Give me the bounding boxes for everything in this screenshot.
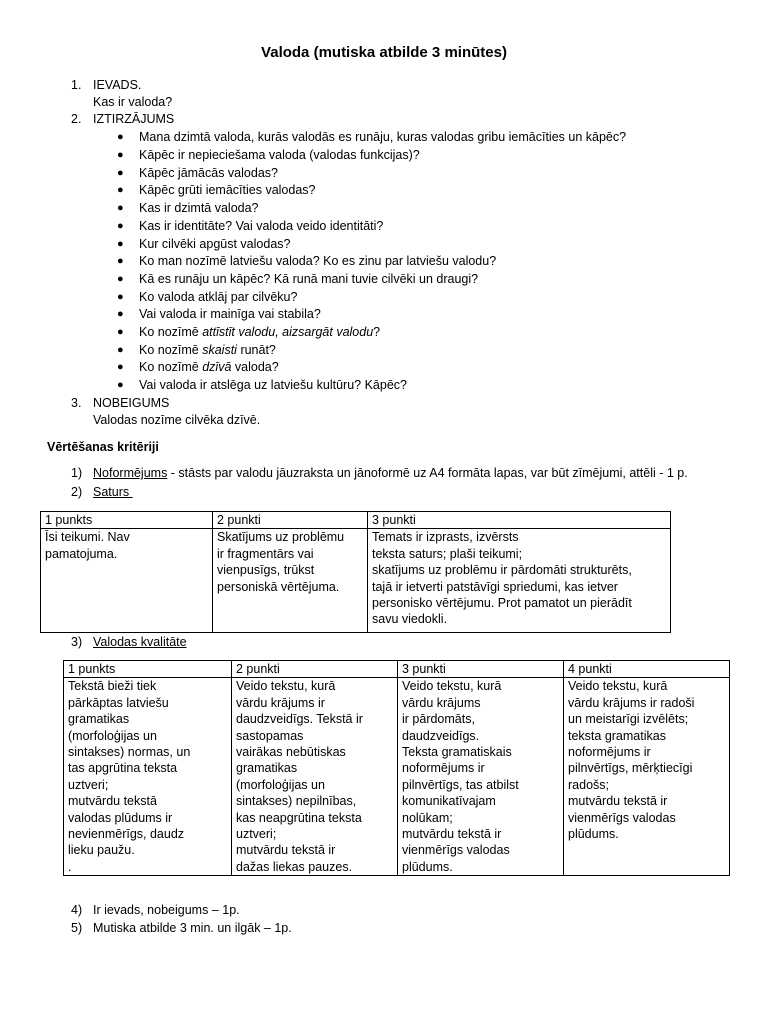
quality-table xyxy=(63,660,730,876)
table-cell: Tekstā bieži tiek pārkāptas latviešu gramatikas (morfoloģijas un sintakses) normas, un tas apgrūtina teksta uztveri; mutvārdu tekstā valodas plūdums ir nevienmērīgs, daudz lieku paužu. . xyxy=(64,678,232,876)
table-cell: Veido tekstu, kurā vārdu krājums ir radoši un meistarīgi izvēlēts; teksta gramatikas noformējums ir pilnvērtīgs, mērķtiecīgi radošs; mutvārdu tekstā ir vienmērīgs valodas plūdums. xyxy=(564,678,730,876)
table-header-cell: 3 punkti xyxy=(398,661,564,678)
criteria-number: 3) xyxy=(71,635,83,649)
bullet-item: Ko man nozīmē latviešu valoda? Ko es zinu par latviešu valodu? xyxy=(139,254,497,268)
bullet-item: Kāpēc jāmācās valodas? xyxy=(139,166,278,180)
table-cell: Veido tekstu, kurā vārdu krājums ir daudzveidīgs. Tekstā ir sastopamas vairākas nebūtiskas gramatikas (morfoloģijas un sintakses) nepilnības, kas neapgrūtina teksta uztveri; mutvārdu tekstā ir dažas liekas pauzes. xyxy=(232,678,398,876)
table-header-row xyxy=(64,661,730,678)
bullet-dot: ● xyxy=(117,238,124,250)
criteria-number: 1) xyxy=(71,466,83,480)
bullet-item: Ko nozīmē attīstīt valodu, aizsargāt valodu? xyxy=(139,325,381,339)
criteria-number: 2) xyxy=(71,485,83,499)
criteria-item-intro-conclusion: Ir ievads, nobeigums – 1p. xyxy=(93,903,240,917)
outline-sub-conclusion: Valodas nozīme cilvēka dzīvē. xyxy=(93,413,261,427)
criteria-number: 5) xyxy=(71,921,83,935)
criteria-item-duration: Mutiska atbilde 3 min. un ilgāk – 1p. xyxy=(93,921,292,935)
table-cell: Temats ir izprasts, izvērsts teksta saturs; plaši teikumi; skatījums uz problēmu ir pārdomāti strukturēts, tajā ir ietverti patstāvīgi spriedumi, kas ietver personisko vērtējumu. Prot pamatot un pierādīt savu viedokli. xyxy=(368,529,671,633)
bullet-item: Kas ir dzimtā valoda? xyxy=(139,201,259,215)
table-cell: Īsi teikumi. Nav pamatojuma. xyxy=(41,529,213,633)
bullet-item: Mana dzimtā valoda, kurās valodās es runāju, kuras valodas gribu iemācīties un kāpēc? xyxy=(139,130,627,144)
bullet-item: Ko nozīmē dzīvā valoda? xyxy=(139,360,279,374)
bullet-item: Kāpēc ir nepieciešama valoda (valodas funkcijas)? xyxy=(139,148,420,162)
criteria-item-quality: Valodas kvalitāte xyxy=(93,635,187,649)
criteria-number: 4) xyxy=(71,903,83,917)
table-header-cell: 3 punkti xyxy=(368,512,671,529)
outline-heading-intro: IEVADS. xyxy=(93,78,142,92)
table-header-cell: 1 punkts xyxy=(41,512,213,529)
bullet-dot: ● xyxy=(117,308,124,320)
table-row xyxy=(41,529,671,633)
bullet-item: Kā es runāju un kāpēc? Kā runā mani tuvie cilvēki un draugi? xyxy=(139,272,479,286)
table-header-cell: 2 punkti xyxy=(213,512,368,529)
bullet-dot: ● xyxy=(117,131,124,143)
criteria-item-format: Noformējums - stāsts par valodu jāuzraksta un jānoformē uz A4 formāta lapas, var būt zīmējumi, attēli - 1 p. xyxy=(93,466,688,480)
bullet-dot: ● xyxy=(117,184,124,196)
table-header-cell: 1 punkts xyxy=(64,661,232,678)
bullet-item: Ko nozīmē skaisti runāt? xyxy=(139,343,276,357)
bullet-dot: ● xyxy=(117,291,124,303)
outline-number: 2. xyxy=(71,112,82,126)
bullet-dot: ● xyxy=(117,379,124,391)
bullet-dot: ● xyxy=(117,202,124,214)
content-table xyxy=(40,511,671,633)
bullet-item: Vai valoda ir mainīga vai stabila? xyxy=(139,307,321,321)
bullet-item: Vai valoda ir atslēga uz latviešu kultūru? Kāpēc? xyxy=(139,378,407,392)
bullet-item: Ko valoda atklāj par cilvēku? xyxy=(139,290,298,304)
outline-sub-intro: Kas ir valoda? xyxy=(93,95,173,109)
outline-number: 1. xyxy=(71,78,82,92)
bullet-dot: ● xyxy=(117,167,124,179)
bullet-dot: ● xyxy=(117,326,124,338)
bullet-dot: ● xyxy=(117,149,124,161)
bullet-item: Kas ir identitāte? Vai valoda veido identitāti? xyxy=(139,219,384,233)
table-header-cell: 2 punkti xyxy=(232,661,398,678)
outline-heading-body: IZTIRZĀJUMS xyxy=(93,112,175,126)
criteria-heading: Vērtēšanas kritēriji xyxy=(47,440,159,454)
bullet-dot: ● xyxy=(117,255,124,267)
bullet-dot: ● xyxy=(117,220,124,232)
table-header-row xyxy=(41,512,671,529)
outline-number: 3. xyxy=(71,396,82,410)
outline-heading-conclusion: NOBEIGUMS xyxy=(93,396,170,410)
bullet-dot: ● xyxy=(117,344,124,356)
criteria-item-content: Saturs xyxy=(93,485,133,499)
table-cell: Skatījums uz problēmu ir fragmentārs vai vienpusīgs, trūkst personiskā vērtējuma. xyxy=(213,529,368,633)
table-cell: Veido tekstu, kurā vārdu krājums ir pārdomāts, daudzveidīgs. Teksta gramatiskais noformējums ir pilnvērtīgs, tas atbilst komunikatīvajam nolūkam; mutvārdu tekstā ir vienmērīgs valodas plūdums. xyxy=(398,678,564,876)
bullet-dot: ● xyxy=(117,273,124,285)
table-header-cell: 4 punkti xyxy=(564,661,730,678)
bullet-item: Kāpēc grūti iemācīties valodas? xyxy=(139,183,316,197)
document-title: Valoda (mutiska atbilde 3 minūtes) xyxy=(261,44,507,61)
bullet-dot: ● xyxy=(117,361,124,373)
table-row xyxy=(64,678,730,876)
bullet-item: Kur cilvēki apgūst valodas? xyxy=(139,237,291,251)
